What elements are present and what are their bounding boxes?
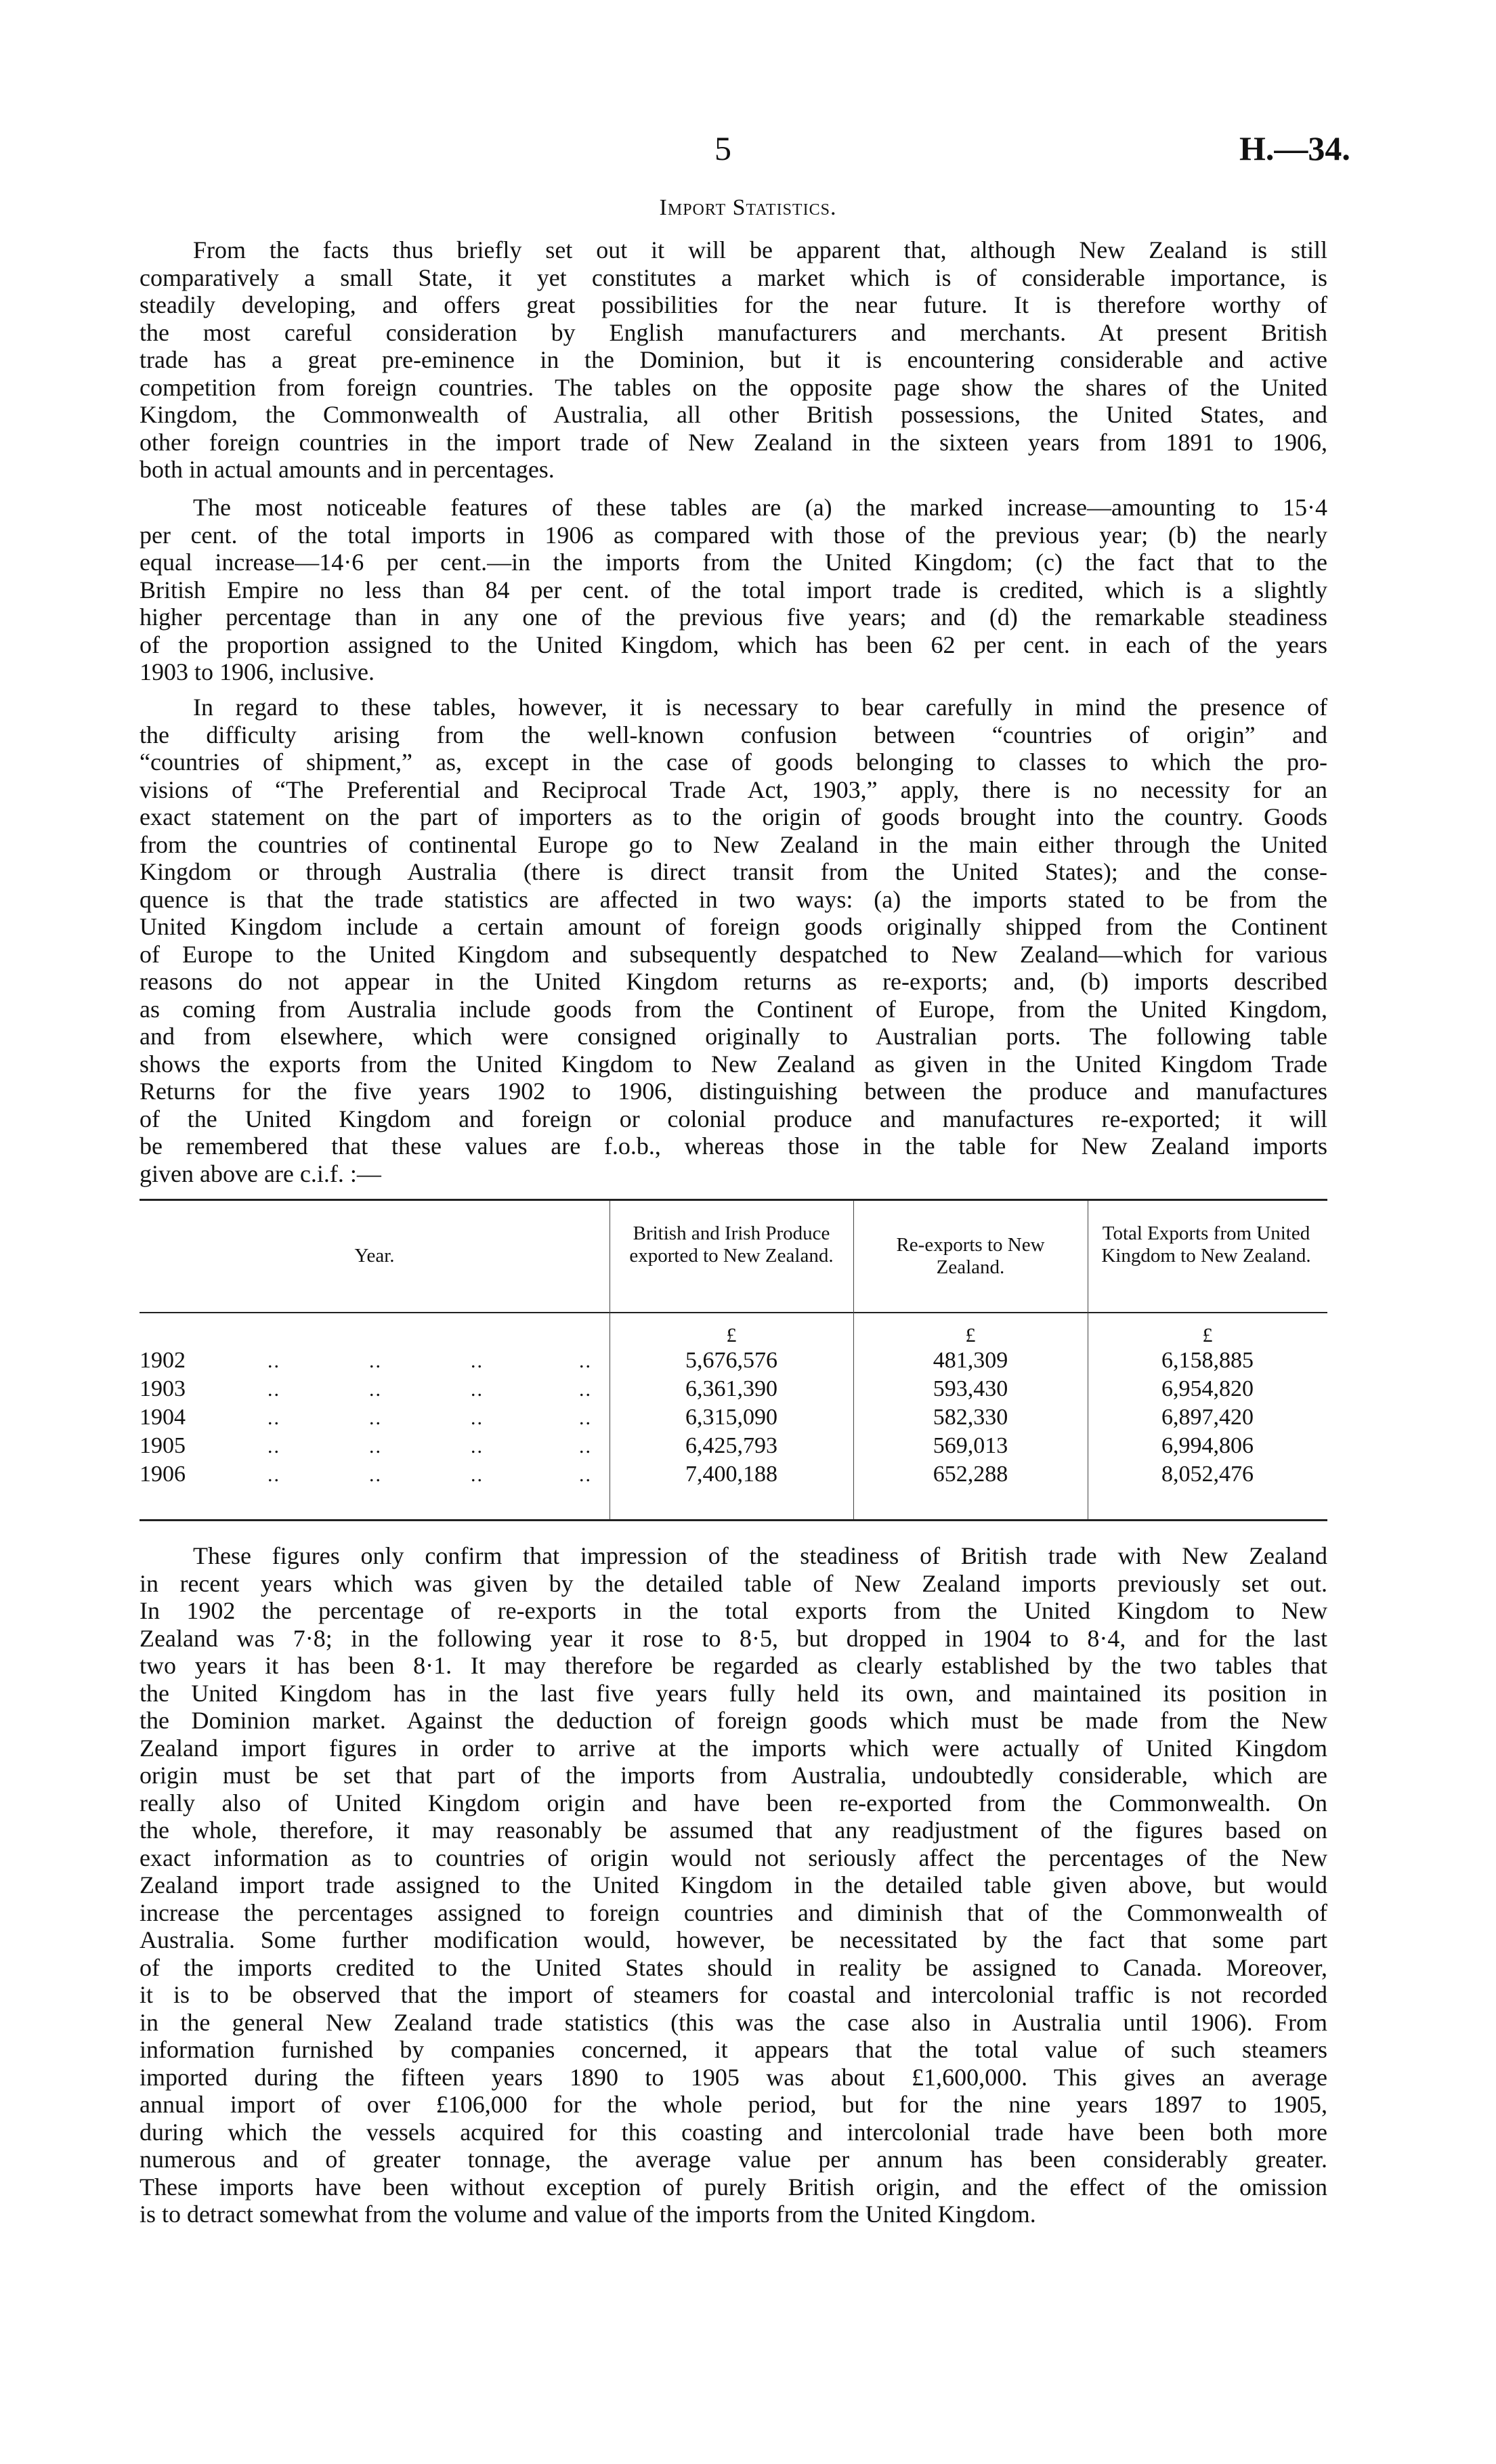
text-line: competition from foreign countries. The tables on the opposite page show the shares of the United	[140, 373, 1327, 401]
year-cell: 1905	[140, 1433, 186, 1458]
text-line: the difficulty arising from the well-known confusion between “countries of origin” and	[140, 721, 1327, 748]
text-line: other foreign countries in the import trade of New Zealand in the sixteen years from 1891 to 1906,	[140, 428, 1327, 456]
total-exports-cell: 6,897,420	[1161, 1405, 1254, 1430]
text-line: visions of “The Preferential and Reciprocal Trade Act, 1903,” apply, there is no necessity for an	[140, 776, 1327, 803]
text-line: numerous and of greater tonnage, the average value per annum has been considerably greater.	[140, 2146, 1327, 2173]
unit-pound: £	[1202, 1324, 1213, 1346]
text-line: Returns for the five years 1902 to 1906, distinguishing between the produce and manufactures	[140, 1078, 1327, 1105]
dot-leader: ..	[471, 1407, 484, 1429]
total-exports-cell: 6,158,885	[1161, 1348, 1254, 1373]
section-title: Import Statistics.	[659, 195, 837, 220]
reexports-cell: 569,013	[933, 1433, 1008, 1458]
text-line: of the imports credited to the United States should in reality be assigned to Canada. Moreover,	[140, 1953, 1327, 1981]
dot-leader: ..	[369, 1378, 382, 1401]
text-line: United Kingdom include a certain amount of foreign goods originally shipped from the Continent	[140, 913, 1327, 940]
text-line: Kingdom, the Commonwealth of Australia, all other British possessions, the United States, and	[140, 401, 1327, 428]
reexports-cell: 652,288	[933, 1462, 1008, 1487]
text-line: comparatively a small State, it yet constitutes a market which is of considerable importance, is	[140, 263, 1327, 291]
text-line: Zealand import trade assigned to the United Kingdom in the detailed table given above, but would	[140, 1871, 1327, 1898]
text-line: The most noticeable features of these tables are (a) the marked increase—amounting to 15·4	[193, 494, 1327, 521]
dot-leader: ..	[369, 1464, 382, 1486]
column-divider	[853, 1201, 854, 1519]
total-exports-cell: 6,994,806	[1161, 1433, 1254, 1458]
year-cell: 1906	[140, 1462, 186, 1487]
text-line: British Empire no less than 84 per cent. of the total import trade is credited, which is a slightly	[140, 576, 1327, 603]
dot-leader: ..	[471, 1464, 484, 1486]
table-top-rule	[140, 1199, 1327, 1201]
dot-leader: ..	[579, 1407, 592, 1429]
dot-leader: ..	[579, 1378, 592, 1401]
text-line: From the facts thus briefly set out it will be apparent that, although New Zealand is still	[193, 236, 1327, 263]
text-line: shows the exports from the United Kingdom to New Zealand as given in the United Kingdom Trade	[140, 1050, 1327, 1078]
text-line: the whole, therefore, it may reasonably be assumed that any readjustment of the figures based on	[140, 1817, 1327, 1844]
text-line: These figures only confirm that impression of the steadiness of British trade with New Zealand	[193, 1542, 1327, 1569]
reexports-cell: 593,430	[933, 1376, 1008, 1401]
text-line: exact information as to countries of origin would not seriously affect the percentages of the New	[140, 1844, 1327, 1871]
total-exports-cell: 8,052,476	[1161, 1462, 1254, 1487]
text-line: it is to be observed that the import of steamers for coastal and intercolonial traffic is not recorded	[140, 1981, 1327, 2008]
dot-leader: ..	[268, 1435, 280, 1458]
total-exports-cell: 6,954,820	[1161, 1376, 1254, 1401]
text-line: steadily developing, and offers great possibilities for the near future. It is therefore worthy of	[140, 291, 1327, 318]
year-cell: 1904	[140, 1405, 186, 1430]
text-line: imported during the fifteen years 1890 to 1905 was about £1,600,000. This gives an average	[140, 2063, 1327, 2091]
dot-leader: ..	[268, 1407, 280, 1429]
header-total-exports: Total Exports from United Kingdom to New Zealand.	[1101, 1223, 1311, 1267]
text-line: reasons do not appear in the United Kingdom returns as re-exports; and, (b) imports described	[140, 968, 1327, 995]
dot-leader: ..	[268, 1350, 280, 1372]
dot-leader: ..	[471, 1378, 484, 1401]
text-line: really also of United Kingdom origin and have been re-exported from the Commonwealth. On	[140, 1789, 1327, 1817]
text-line: given above are c.i.f. :—	[140, 1160, 381, 1187]
text-line: both in actual amounts and in percentages.	[140, 456, 555, 483]
unit-pound: £	[965, 1324, 976, 1346]
document-reference: H.—34.	[1239, 129, 1350, 167]
dot-leader: ..	[369, 1407, 382, 1429]
text-line: information furnished by companies concerned, it appears that the total value of such steamers	[140, 2036, 1327, 2063]
text-line: “countries of shipment,” as, except in the case of goods belonging to classes to which the pro-	[140, 748, 1327, 776]
text-line: higher percentage than in any one of the previous five years; and (d) the remarkable steadiness	[140, 603, 1327, 631]
text-line: exact statement on the part of importers as to the origin of goods brought into the country. Goods	[140, 803, 1327, 830]
text-line: the Dominion market. Against the deduction of foreign goods which must be made from the New	[140, 1707, 1327, 1734]
paragraph-3	[140, 694, 1327, 1187]
header-british-produce: British and Irish Produce exported to New Zealand.	[629, 1223, 834, 1267]
paragraph-2	[140, 494, 1327, 686]
text-line: and from elsewhere, which were consigned originally to Australian ports. The following table	[140, 1023, 1327, 1050]
text-line: of Europe to the United Kingdom and subsequently despatched to New Zealand—which for various	[140, 940, 1327, 968]
text-line: the most careful consideration by English manufacturers and merchants. At present British	[140, 318, 1327, 346]
year-cell: 1902	[140, 1348, 186, 1373]
table-bottom-rule	[140, 1519, 1327, 1521]
dot-leader: ..	[268, 1464, 280, 1486]
unit-pound: £	[726, 1324, 737, 1346]
text-line: equal increase—14·6 per cent.—in the imports from the United Kingdom; (c) the fact that to the	[140, 549, 1327, 576]
header-year: Year.	[354, 1245, 395, 1267]
text-line: Kingdom or through Australia (there is direct transit from the United States); and the conse-	[140, 858, 1327, 885]
british-produce-cell: 6,425,793	[685, 1433, 777, 1458]
british-produce-cell: 5,676,576	[685, 1348, 777, 1373]
dot-leader: ..	[579, 1464, 592, 1486]
dot-leader: ..	[369, 1350, 382, 1372]
text-line: Zealand was 7·8; in the following year it rose to 8·5, but dropped in 1904 to 8·4, and for the last	[140, 1624, 1327, 1652]
page-number: 5	[714, 129, 731, 167]
text-line: as coming from Australia include goods from the Continent of Europe, from the United Kingdom,	[140, 995, 1327, 1023]
british-produce-cell: 6,361,390	[685, 1376, 777, 1401]
dot-leader: ..	[471, 1435, 484, 1458]
table-header-rule	[140, 1312, 1327, 1313]
british-produce-cell: 7,400,188	[685, 1462, 777, 1487]
text-line: is to detract somewhat from the volume and value of the imports from the United Kingdom.	[140, 2201, 1036, 2228]
reexports-cell: 582,330	[933, 1405, 1008, 1430]
text-line: in recent years which was given by the detailed table of New Zealand imports previously set out.	[140, 1569, 1327, 1597]
text-line: origin must be set that part of the imports from Australia, undoubtedly considerable, which are	[140, 1762, 1327, 1789]
dot-leader: ..	[471, 1350, 484, 1372]
text-line: the United Kingdom has in the last five years fully held its own, and maintained its position in	[140, 1679, 1327, 1707]
paragraph-4	[140, 1542, 1327, 2228]
dot-leader: ..	[579, 1435, 592, 1458]
text-line: be remembered that these values are f.o.b., whereas those in the table for New Zealand imports	[140, 1132, 1327, 1160]
text-line: of the United Kingdom and foreign or colonial produce and manufactures re-exported; it will	[140, 1105, 1327, 1132]
british-produce-cell: 6,315,090	[685, 1405, 777, 1430]
text-line: two years it has been 8·1. It may therefore be regarded as clearly established by the two tables that	[140, 1652, 1327, 1679]
dot-leader: ..	[268, 1378, 280, 1401]
dot-leader: ..	[369, 1435, 382, 1458]
text-line: trade has a great pre-eminence in the Dominion, but it is encountering considerable and active	[140, 346, 1327, 373]
text-line: In 1902 the percentage of re-exports in the total exports from the United Kingdom to New	[140, 1597, 1327, 1624]
header-reexports: Re-exports to New Zealand.	[896, 1234, 1045, 1278]
text-line: quence is that the trade statistics are affected in two ways: (a) the imports stated to be from the	[140, 885, 1327, 913]
paragraph-1	[140, 236, 1327, 484]
text-line: Zealand import figures in order to arrive at the imports which were actually of United Kingdom	[140, 1734, 1327, 1762]
text-line: annual import of over £106,000 for the whole period, but for the nine years 1897 to 1905,	[140, 2091, 1327, 2118]
text-line: 1903 to 1906, inclusive.	[140, 658, 375, 685]
text-line: These imports have been without exception of purely British origin, and the effect of the omission	[140, 2173, 1327, 2201]
text-line: from the countries of continental Europe go to New Zealand in the main either through the United	[140, 830, 1327, 858]
text-line: Australia. Some further modification would, however, be necessitated by the fact that some part	[140, 1926, 1327, 1953]
year-cell: 1903	[140, 1376, 186, 1401]
text-line: during which the vessels acquired for this coasting and intercolonial trade have been both more	[140, 2118, 1327, 2146]
text-line: of the proportion assigned to the United Kingdom, which has been 62 per cent. in each of the years	[140, 631, 1327, 658]
text-line: in the general New Zealand trade statistics (this was the case also in Australia until 1906). From	[140, 2008, 1327, 2036]
text-line: increase the percentages assigned to foreign countries and diminish that of the Commonwealth of	[140, 1898, 1327, 1926]
text-line: per cent. of the total imports in 1906 as compared with those of the previous year; (b) the nearly	[140, 521, 1327, 549]
reexports-cell: 481,309	[933, 1348, 1008, 1373]
dot-leader: ..	[579, 1350, 592, 1372]
text-line: In regard to these tables, however, it is necessary to bear carefully in mind the presence of	[193, 694, 1327, 721]
